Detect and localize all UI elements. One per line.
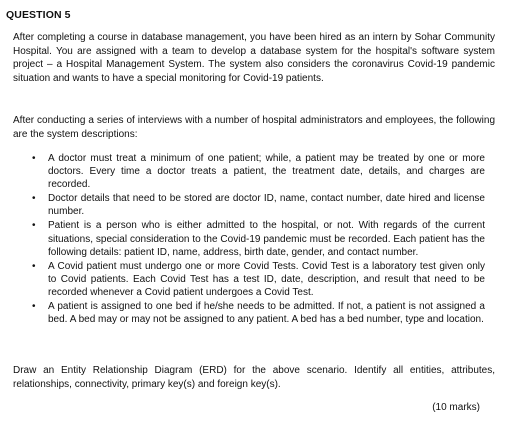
list-item-text: A patient is assigned to one bed if he/she needs to be admitted. If not, a patient is not assigned a bed. A bed may or may not be assigned to any patient. A bed has a bed number, type and location.: [48, 301, 485, 326]
intro-paragraph: After completing a course in database management, you have been hired as an intern by Sohar Community Hospital. You are assigned with a team to develop a database system for the hospital's software system project – a Hospital Management System. The system also considers the coronavirus Covid-19 pandemic situation and wants to have a special monitoring for Covid-19 patients.: [13, 32, 495, 84]
interviews-paragraph: After conducting a series of interviews with a number of hospital administrators and employees, the following are the system descriptions:: [13, 115, 495, 140]
list-item: [32, 260, 485, 299]
list-item: [32, 152, 485, 191]
list-item-text: Doctor details that need to be stored are doctor ID, name, contact number, date hired and license number.: [48, 193, 485, 218]
task-paragraph: Draw an Entity Relationship Diagram (ERD) for the above scenario. Identify all entities, attributes, relationships, connectivity, primary key(s) and foreign key(s).: [13, 365, 495, 390]
list-item: [32, 192, 485, 218]
bullet-icon: •: [32, 260, 36, 272]
question-title: QUESTION 5: [6, 9, 71, 21]
list-item: [32, 300, 485, 326]
bullet-icon: •: [32, 220, 36, 232]
list-item-text: A doctor must treat a minimum of one patient; while, a patient may be treated by one or more doctors. Every time a doctor treats a patient, the treatment date, details, and charges are recorded.: [48, 153, 485, 191]
system-description-list: [0, 152, 518, 327]
bullet-icon: •: [32, 153, 36, 164]
list-item-text: Patient is a person who is either admitted to the hospital, or not. With regards of the current situations, special consideration to the Covid-19 pandemic must be recorded. Each patient has the following details: patient ID, name, address, birth date, gender, and contact number.: [48, 220, 485, 258]
marks-label: (10 marks): [432, 402, 480, 413]
bullet-icon: •: [32, 301, 36, 313]
list-item-text: A Covid patient must undergo one or more Covid Tests. Covid Test is a laboratory test given only to Covid patients. Each Covid Test has a test ID, date, description, and result that need to be recorded whenever a Covid patient undergoes a Covid Test.: [48, 260, 485, 298]
bullet-icon: •: [32, 193, 36, 205]
list-item: [32, 219, 485, 258]
